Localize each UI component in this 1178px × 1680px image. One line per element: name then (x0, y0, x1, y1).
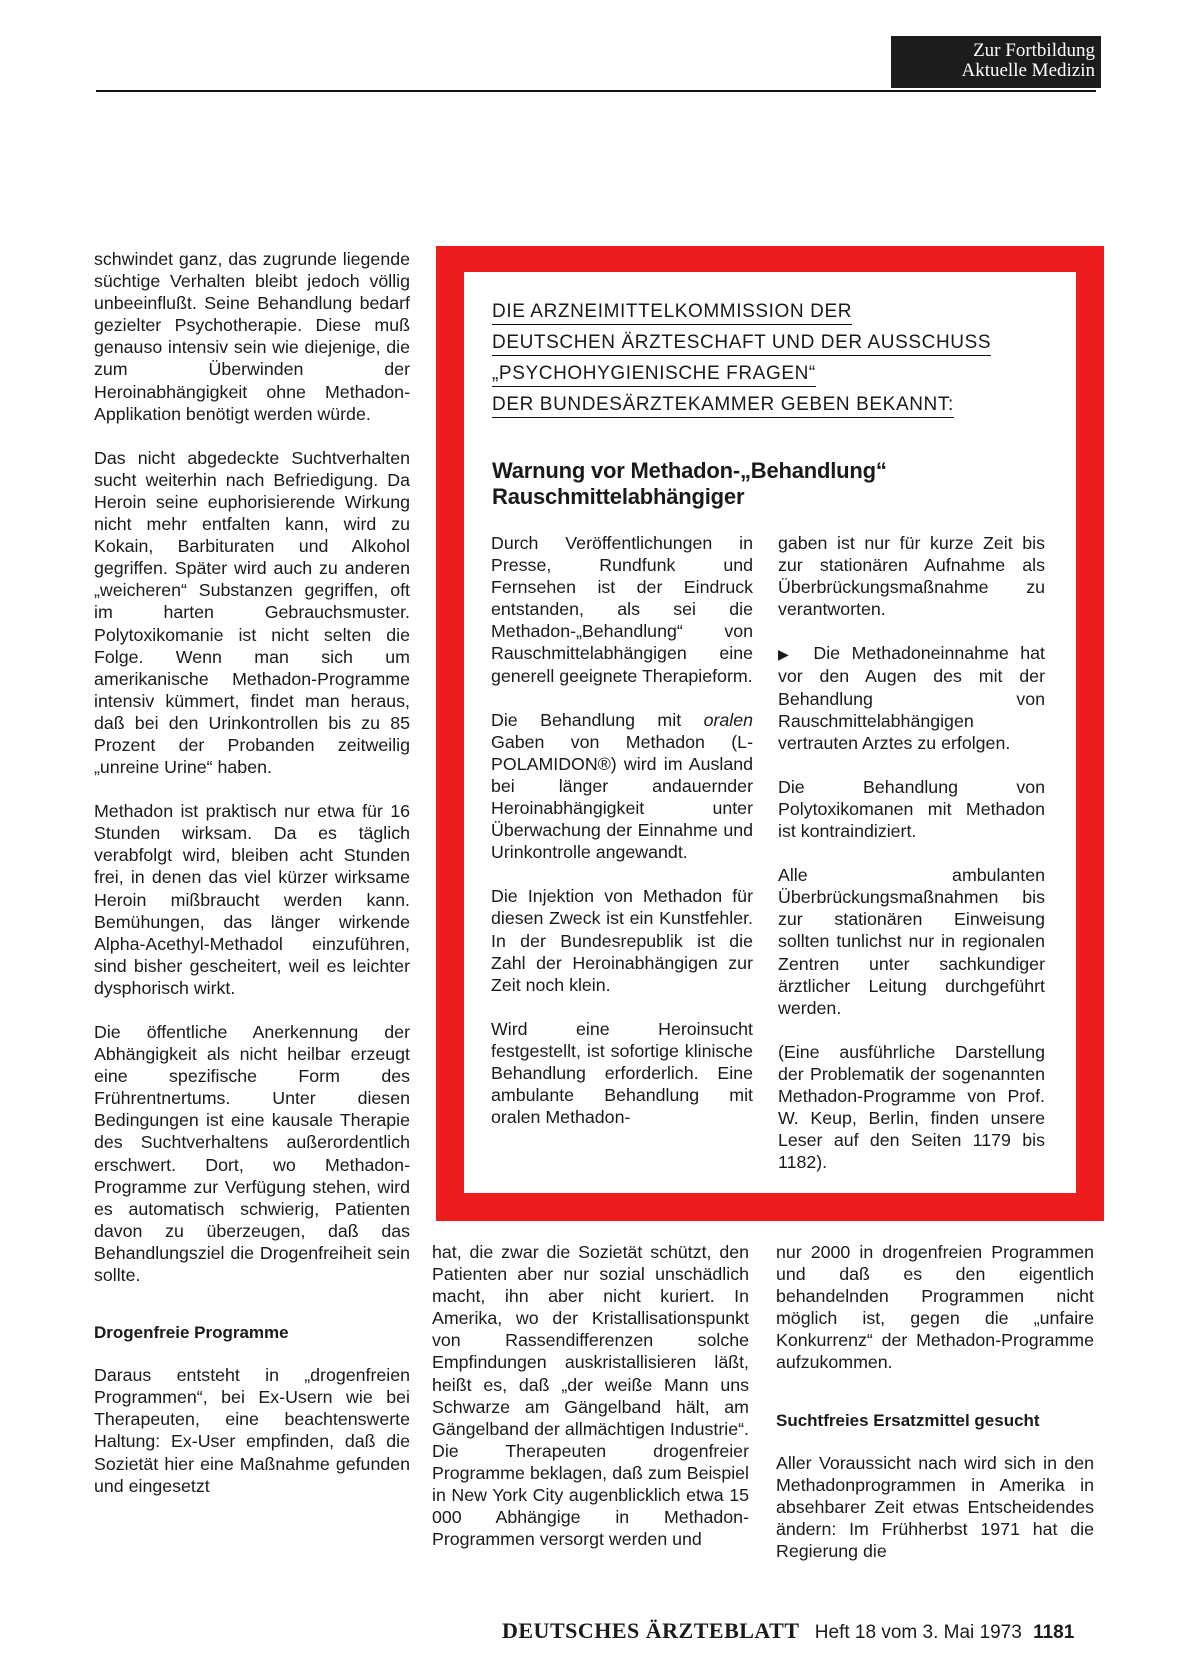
section-heading-drogenfreie: Drogenfreie Programme (94, 1323, 289, 1343)
left-paragraph-2: Das nicht abgedeckte Suchtverhalten sucht weiterhin nach Befriedigung. Da Heroin seine euphorisierende Wirkung nicht mehr entfalten kann, wird zu Kokain, Barbituraten und Alkohol gegriffen. Später wird auch zu anderen „weicheren“ Substanzen gegriffen, oft im harten Gebrauchsmuster. Polytoxikomanie ist nicht selten die Folge. Wenn man sich um amerikanische Methadon-Programme intensiv kümmert, findet man heraus, daß bei den Urinkontrollen bis zu 85 Prozent der Probanden zeitweilig „unreine Urine“ haben. (94, 447, 410, 778)
issue-info: Heft 18 vom 3. Mai 1973 (814, 1622, 1022, 1643)
box-col2-paragraph-3: Die Behandlung von Polytoxikomanen mit Methadon ist kontraindiziert. (778, 776, 1045, 842)
box-col2-paragraph-5: (Eine ausführliche Darstellung der Problematik der sogenannten Methadon-Programme von Prof. W. Keup, Berlin, finden unsere Leser auf den Seiten 1179 bis 1182). (778, 1041, 1045, 1173)
page-footer (502, 1618, 1102, 1644)
box-col2-p2-text: Die Methadoneinnahme hat vor den Augen des mit der Behandlung von Rauschmittelabhängigen vertrauten Arztes zu erfolgen. (778, 643, 1045, 753)
bullet-arrow-icon: ▶ (778, 646, 796, 663)
right-paragraph-1: nur 2000 in drogenfreien Programmen und daß es den eigentlich behandelnden Programmen nicht möglich ist, gegen die „unfaire Konkurrenz“ der Methadon-Programme aufzukommen. (776, 1242, 1094, 1373)
box-col2-paragraph-2 (778, 642, 1045, 753)
box-col2-paragraph-1: gaben ist nur für kurze Zeit bis zur stationären Aufnahme als Überbrückungsmaßnahme zu verantworten. (778, 533, 1045, 620)
left-paragraph-1: schwindet ganz, das zugrunde liegende süchtige Verhalten bleibt jedoch völlig unbeeinflußt. Seine Behandlung bedarf gezielter Psychotherapie. Diese muß genauso intensiv sein wie diejenige, die zum Überwinden der Heroinabhängigkeit ohne Methadon-Applikation benötigt werden würde. (94, 249, 410, 424)
section-label-line1: Zur Fortbildung (973, 40, 1095, 61)
box-column-2 (778, 532, 1045, 1195)
announcement-heading-line-1: DIE ARZNEIMITTELKOMMISSION DER (492, 296, 852, 325)
box-col1-p2-italic: oralen (703, 709, 753, 730)
box-col1-paragraph-2 (491, 709, 753, 864)
announcement-heading-line-2: DEUTSCHEN ÄRZTESCHAFT UND DER AUSSCHUSS (492, 327, 991, 356)
warning-title (492, 458, 1052, 510)
box-col1-paragraph-4: Wird eine Heroinsucht festgestellt, ist sofortige klinische Behandlung erforderlich. Eine ambulante Behandlung mit oralen Methadon- (491, 1018, 753, 1128)
box-column-1 (491, 532, 753, 1150)
section-label (891, 36, 1101, 88)
middle-paragraph-1: hat, die zwar die Sozietät schützt, den Patienten aber nur sozial unschädlich macht, ihn aber nicht kuriert. In Amerika, wo der Kristallisationspunkt von Rassendifferenzen solche Empfindungen auskristallisieren läßt, heißt es, daß „der weiße Mann uns Schwarze am Gängelband hält, am Gängelband der allmächtigen Industrie“. Die Therapeuten drogenfreier Programme beklagen, daß zum Beispiel in New York City augenblicklich etwa 15 000 Abhängige in Methadon-Programmen versorgt werden und (432, 1242, 749, 1550)
page-number: 1181 (1033, 1622, 1075, 1643)
box-col1-p2-before: Die Behandlung mit (491, 709, 704, 730)
announcement-heading-line-4: DER BUNDESÄRZTEKAMMER GEBEN BEKANNT: (492, 389, 954, 418)
box-col1-paragraph-1: Durch Veröffentlichungen in Presse, Rundfunk und Fernsehen ist der Eindruck entstanden, als sei die Methadon-„Behandlung“ von Rauschmittelabhängigen eine generell geeignete Therapieform. (491, 533, 753, 686)
warning-title-line-1: Warnung vor Methadon-„Behandlung“ (492, 458, 887, 483)
left-paragraph-4: Die öffentliche Anerkennung der Abhängigkeit als nicht heilbar erzeugt eine spezifische Form des Frührentnertums. Unter diesen Bedingungen ist eine kausale Therapie des Suchtverhaltens außerordentlich erschwert. Dort, wo Methadon-Programme zur Verfügung stehen, wird es automatisch schwierig, Patienten davon zu überzeugen, daß das Behandlungsziel die Drogenfreiheit sein sollte. (94, 1022, 410, 1286)
announcement-heading-line-3: „PSYCHOHYGIENISCHE FRAGEN“ (492, 358, 816, 387)
middle-column (432, 1241, 749, 1572)
left-paragraph-3: Methadon ist praktisch nur etwa für 16 Stunden wirksam. Da es täglich verabfolgt wird, bleiben acht Stunden frei, in denen das viel kürzer wirksame Heroin mißbraucht werden kann. Bemühungen, das länger wirkende Alpha-Acethyl-Methadol einzuführen, sind bisher gescheitert, weil es leichter dysphorisch wirkt. (94, 801, 410, 998)
left-paragraph-5: Daraus entsteht in „drogenfreien Programmen“, bei Ex-Usern wie bei Therapeuten, eine beachtenswerte Haltung: Ex-User empfinden, daß die Sozietät hier eine Maßnahme gefunden und eingesetzt (94, 1365, 410, 1496)
section-label-line2: Aktuelle Medizin (961, 60, 1095, 81)
right-paragraph-2: Aller Voraussicht nach wird sich in den Methadonprogrammen in Amerika in absehbarer Zeit etwas Entscheidendes ändern: Im Frühherbst 1971 hat die Regierung die (776, 1452, 1094, 1561)
warning-title-line-2: Rauschmittelabhängiger (492, 484, 745, 509)
box-col2-paragraph-4: Alle ambulanten Überbrückungsmaßnahmen bis zur stationären Einweisung sollten tunlichst nur in regionalen Zentren unter sachkundiger ärztlicher Leitung durchgeführt werden. (778, 865, 1045, 1018)
box-col1-paragraph-3: Die Injektion von Methadon für diesen Zweck ist ein Kunstfehler. In der Bundesrepublik ist die Zahl der Heroinabhängigen zur Zeit noch klein. (491, 886, 753, 995)
left-column (94, 248, 410, 1519)
section-heading-suchtfreies: Suchtfreies Ersatzmittel gesucht (776, 1410, 1040, 1430)
journal-name: DEUTSCHES ÄRZTEBLATT (502, 1618, 800, 1643)
box-col1-p2-after: Gaben von Methadon (L-POLAMIDON®) wird im Ausland bei länger andauernder Heroinabhängigkeit unter Überwachung der Einnahme und Urinkontrolle angewandt. (491, 731, 753, 863)
right-column (776, 1241, 1094, 1584)
header-rule (96, 90, 1096, 92)
announcement-heading (492, 296, 1062, 420)
